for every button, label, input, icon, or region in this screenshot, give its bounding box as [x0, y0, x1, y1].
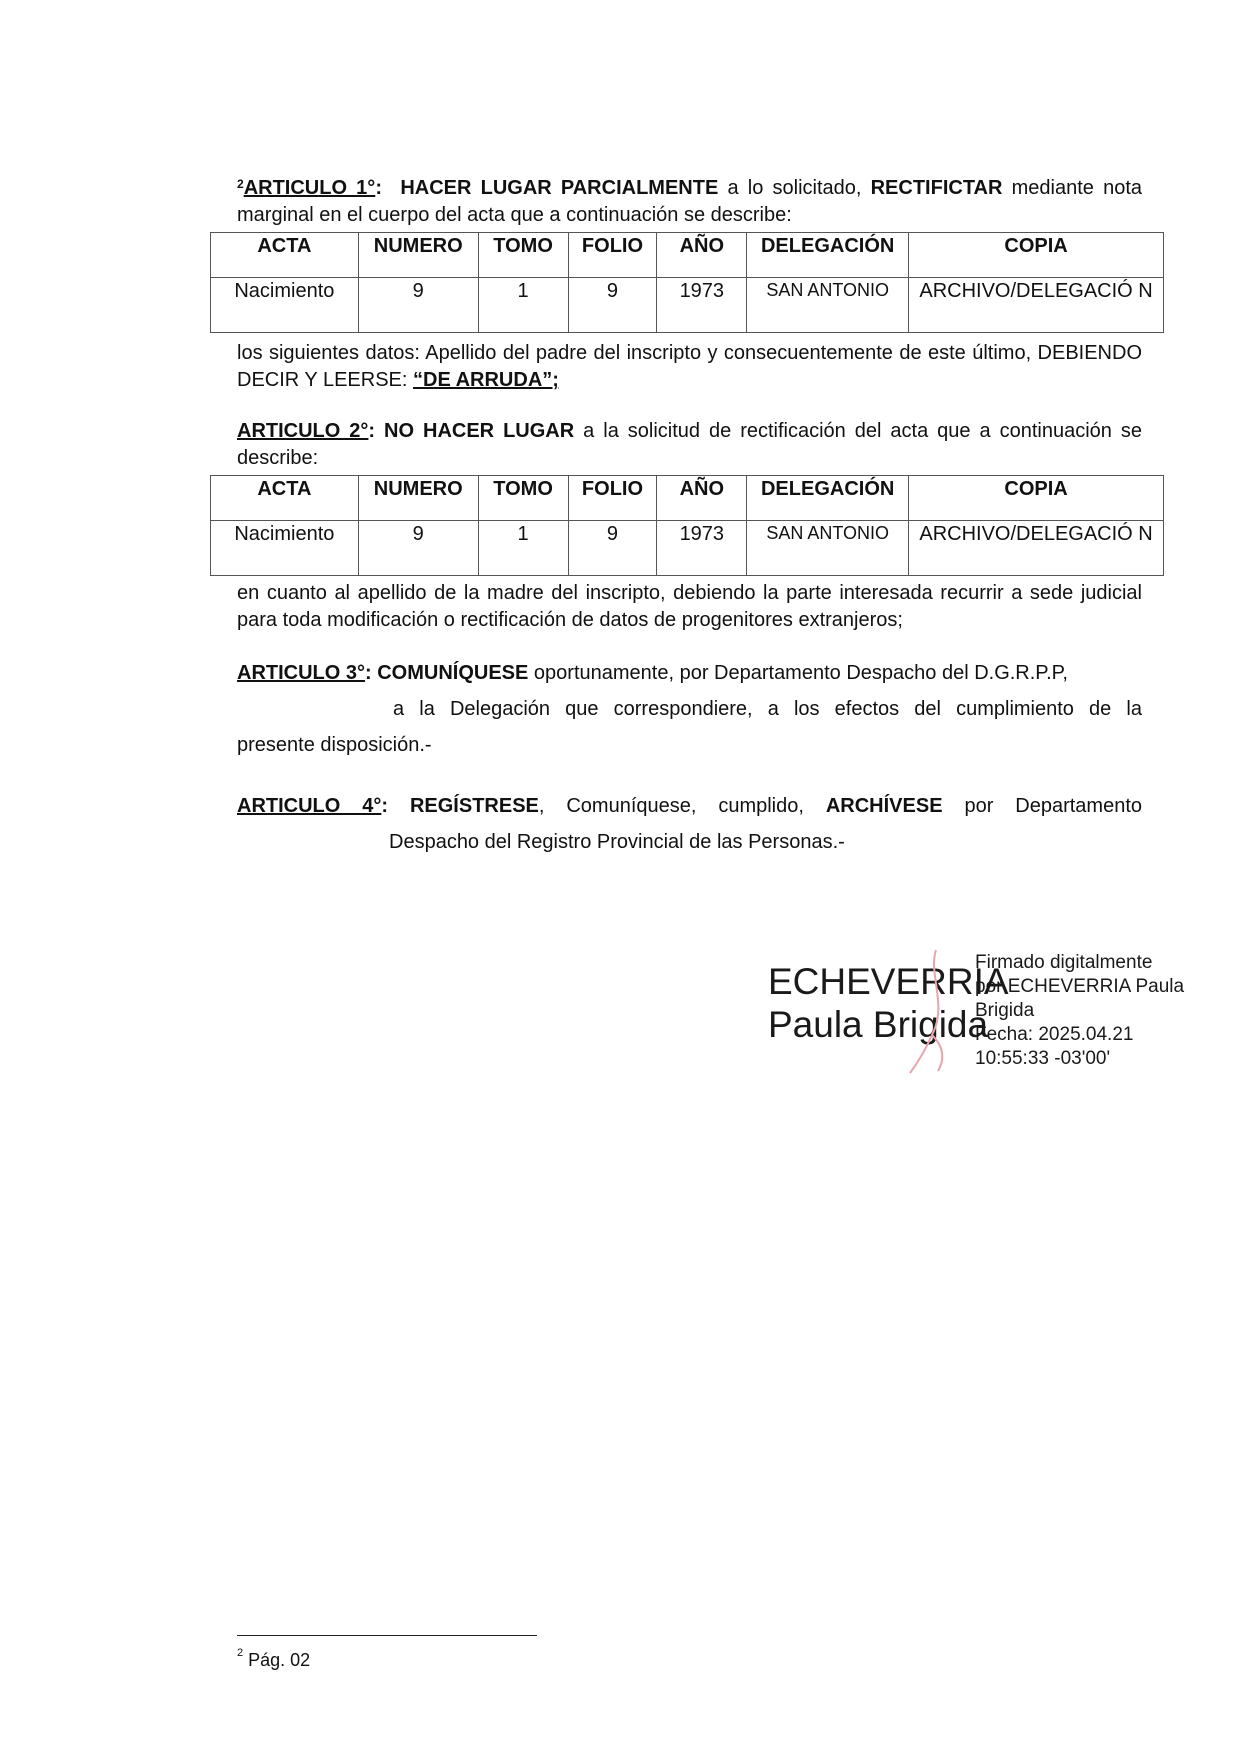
articulo-1-label: ARTICULO 1°: [243, 177, 376, 199]
articulo-3-text3: presente disposición.-: [237, 734, 432, 756]
header-tomo: TOMO: [478, 233, 568, 278]
footnote-marker: 2: [237, 177, 244, 191]
cell-acta: Nacimiento: [211, 521, 359, 576]
articulo-2: [237, 418, 1142, 472]
header-delegacion: DELEGACIÓN: [747, 233, 909, 278]
cell-numero: 9: [358, 278, 478, 333]
cell-folio: 9: [568, 278, 657, 333]
articulo-4-label: ARTICULO 4°: [237, 795, 382, 817]
signature-name: [768, 960, 1009, 1046]
header-copia: COPIA: [909, 233, 1164, 278]
header-folio: FOLIO: [568, 233, 657, 278]
articulo-3-colon: :: [365, 662, 372, 684]
cell-copia: ARCHIVO/DELEGACIÓ N: [909, 521, 1164, 576]
signature-meta-line2: por ECHEVERRIA Paula: [975, 976, 1185, 997]
articulo-3-bold: COMUNÍQUESE: [377, 662, 529, 684]
cell-acta: Nacimiento: [211, 278, 359, 333]
articulo-1-text1: a lo solicitado,: [718, 177, 871, 199]
acta-table-2: [210, 475, 1164, 576]
signature-metadata: [975, 951, 1184, 1071]
articulo-4-text2: por Departamento: [942, 795, 1143, 817]
articulo-2-text: a la solicitud de rectificación del acta que a continuación se describe:: [237, 420, 1142, 469]
articulo-3-line3: [237, 732, 1142, 759]
header-anio: AÑO: [657, 476, 747, 521]
cell-folio: 9: [568, 521, 657, 576]
table-header-row: [211, 476, 1164, 521]
after1-text: los siguientes datos: Apellido del padre del inscripto y consecuentemente de este último, DEBIENDO DECIR Y LEERSE:: [237, 342, 1142, 391]
header-anio: AÑO: [657, 233, 747, 278]
articulo-3-line2: [393, 696, 1142, 723]
signature-meta-line1: Firmado digitalmente: [975, 952, 1153, 973]
signature-flourish-icon: [898, 945, 968, 1080]
signature-meta-line5: 10:55:33 -03'00': [975, 1048, 1111, 1069]
articulo-2-label: ARTICULO 2°: [237, 420, 369, 442]
articulo-4: [237, 793, 1142, 820]
articulo-1-bold2: RECTIFICTAR: [870, 177, 1003, 199]
articulo-2-colon: :: [368, 420, 376, 442]
cell-delegacion: SAN ANTONIO: [747, 278, 909, 333]
cell-copia: ARCHIVO/DELEGACIÓ N: [909, 278, 1164, 333]
articulo-4-bold1: REGÍSTRESE: [409, 795, 539, 817]
table-row: [211, 278, 1164, 333]
header-tomo: TOMO: [478, 476, 568, 521]
articulo-4-text3: Despacho del Registro Provincial de las Personas.-: [389, 831, 845, 853]
articulo-4-bold2: ARCHÍVESE: [825, 795, 943, 817]
articulo-1: [237, 175, 1142, 229]
cell-tomo: 1: [478, 278, 568, 333]
cell-anio: 1973: [657, 278, 747, 333]
signature-meta-line4: Fecha: 2025.04.21: [975, 1024, 1134, 1045]
header-copia: COPIA: [909, 476, 1164, 521]
articulo-3-text2: a la Delegación que correspondiere, a los efectos del cumplimiento de la: [393, 698, 1142, 720]
header-delegacion: DELEGACIÓN: [747, 476, 909, 521]
signature-name-line1: ECHEVERRIA: [768, 961, 1009, 1002]
header-acta: ACTA: [211, 476, 359, 521]
footnote-text: Pág. 02: [248, 1650, 311, 1670]
articulo-1-bold1: HACER LUGAR PARCIALMENTE: [400, 177, 719, 199]
articulo-1-colon: :: [375, 177, 382, 199]
header-numero: NUMERO: [358, 233, 478, 278]
articulo-4-line2: [389, 829, 1142, 856]
signature-name-line2: Paula Brigida: [768, 1004, 989, 1045]
acta-table-1: [210, 232, 1164, 333]
footnote: [237, 1647, 311, 1671]
header-folio: FOLIO: [568, 476, 657, 521]
articulo-1-text2: mediante nota marginal en el cuerpo del acta que a continuación se describe:: [237, 177, 1142, 226]
header-acta: ACTA: [211, 233, 359, 278]
cell-numero: 9: [358, 521, 478, 576]
articulo-3-text1: oportunamente, por Departamento Despacho del D.G.R.P.P,: [528, 662, 1068, 684]
table-header-row: [211, 233, 1164, 278]
signature-meta-line3: Brigida: [975, 1000, 1035, 1021]
table-row: [211, 521, 1164, 576]
articulo-4-text1: , Comuníquese, cumplido,: [538, 795, 826, 817]
cell-anio: 1973: [657, 521, 747, 576]
footnote-separator: [237, 1635, 537, 1636]
articulo-4-colon: :: [381, 795, 389, 817]
articulo-3-label: ARTICULO 3°: [237, 662, 365, 684]
after1-bold: “DE ARRUDA”;: [413, 369, 559, 391]
header-numero: NUMERO: [358, 476, 478, 521]
cell-delegacion: SAN ANTONIO: [747, 521, 909, 576]
after2-text: en cuanto al apellido de la madre del inscripto, debiendo la parte interesada recurrir a sede judicial para toda modificación o rectificación de datos de progenitores extranjeros;: [237, 582, 1142, 631]
articulo-2-continuation: [237, 580, 1142, 634]
articulo-1-continuation: [237, 340, 1142, 394]
articulo-3: [237, 660, 1142, 687]
articulo-2-bold: NO HACER LUGAR: [384, 420, 575, 442]
footnote-number: 2: [237, 1647, 244, 1659]
cell-tomo: 1: [478, 521, 568, 576]
